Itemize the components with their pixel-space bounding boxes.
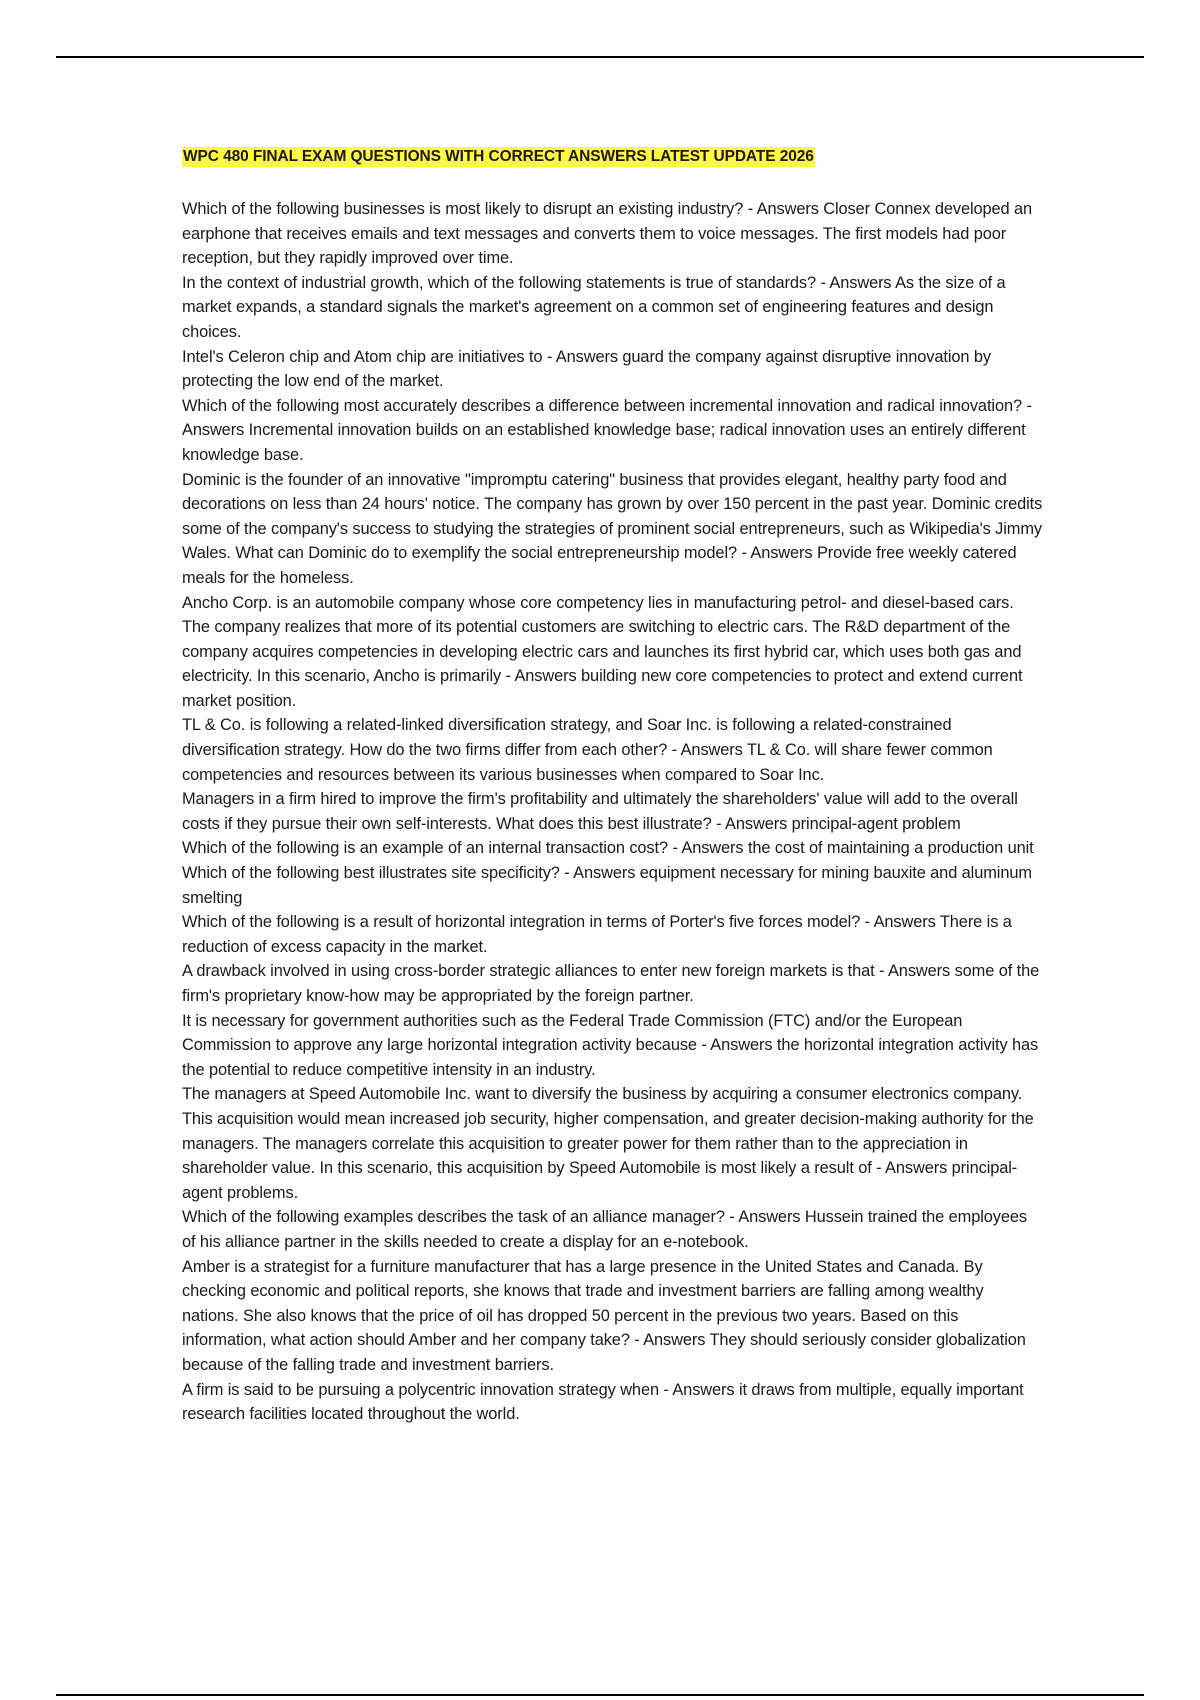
qa-item: A firm is said to be pursuing a polycentric innovation strategy when - Answers it draws from multiple, equally important research facilities located throughout the world. — [182, 1380, 1024, 1424]
header-rule — [56, 56, 1144, 58]
qa-item: Ancho Corp. is an automobile company whose core competency lies in manufacturing petrol- and diesel-based cars. The company realizes that more of its potential customers are switching to electric cars. The R&D department of the company acquires competencies in developing electric cars and launches its first hybrid car, which uses both gas and electricity. In this scenario, Ancho is primarily - Answers building new core competencies to protect and extend current market position. — [182, 593, 1023, 710]
document-body — [182, 147, 1044, 1427]
qa-item: A drawback involved in using cross-border strategic alliances to enter new foreign markets is that - Answers some of the firm's proprietary know-how may be appropriated by the foreign partner. — [182, 962, 1040, 1005]
qa-item: Which of the following is a result of horizontal integration in terms of Porter's five forces model? - Answers There is a reduction of excess capacity in the market. — [182, 913, 1012, 956]
qa-item: Which of the following is an example of an internal transaction cost? - Answers the cost of maintaining a production unit — [182, 839, 1034, 858]
qa-item: Which of the following most accurately describes a difference between incremental innovation and radical innovation? - Answers Incremental innovation builds on an established knowledge base; radical innovation uses an entirely different knowledge base. — [182, 396, 1032, 464]
footer-rule — [56, 1694, 1144, 1696]
qa-item: TL & Co. is following a related-linked diversification strategy, and Soar Inc. is following a related-constrained diversification strategy. How do the two firms differ from each other? - Answers TL & Co. will share fewer common competencies and resources between its various businesses when compared to Soar Inc. — [182, 716, 993, 784]
qa-item: Managers in a firm hired to improve the firm's profitability and ultimately the shareholders' value will add to the overall costs if they pursue their own self-interests. What does this best illustrate? - Answers principal-agent problem — [182, 790, 1018, 833]
document-title: WPC 480 FINAL EXAM QUESTIONS WITH CORRECT ANSWERS LATEST UPDATE 2026 — [183, 148, 814, 165]
qa-item: Which of the following best illustrates site specificity? - Answers equipment necessary for mining bauxite and aluminum smelting — [182, 864, 1032, 907]
qa-item: In the context of industrial growth, which of the following statements is true of standards? - Answers As the size of a market expands, a standard signals the market's agreement on a common set of engineering features and design choices. — [182, 273, 1006, 341]
qa-item: Amber is a strategist for a furniture manufacturer that has a large presence in the United States and Canada. By checking economic and political reports, she knows that trade and investment barriers are falling among wealthy nations. She also knows that the price of oil has dropped 50 percent in the previous two years. Based on this information, what action should Amber and her company take? - Answers They should seriously consider globalization because of the falling trade and investment barriers. — [182, 1257, 1026, 1374]
qa-item: Which of the following businesses is most likely to disrupt an existing industry? - Answers Closer Connex developed an earphone that receives emails and text messages and converts them to voice messages. The first models had poor reception, but they rapidly improved over time. — [182, 200, 1033, 268]
qa-list — [182, 197, 1044, 1427]
qa-item: Intel's Celeron chip and Atom chip are initiatives to - Answers guard the company against disruptive innovation by protecting the low end of the market. — [182, 347, 991, 391]
qa-item: The managers at Speed Automobile Inc. want to diversify the business by acquiring a consumer electronics company. This acquisition would mean increased job security, higher compensation, and greater decision-making authority for the managers. The managers correlate this acquisition to greater power for them rather than to the appreciation in shareholder value. In this scenario, this acquisition by Speed Automobile is most likely a result of - Answers principal-agent problems. — [182, 1085, 1034, 1202]
qa-item: It is necessary for government authorities such as the Federal Trade Commission (FTC) and/or the European Commission to approve any large horizontal integration activity because - Answers the horizontal integration activity has the potential to reduce competitive intensity in an industry. — [182, 1011, 1039, 1079]
qa-item: Dominic is the founder of an innovative "impromptu catering" business that provides elegant, healthy party food and decorations on less than 24 hours' notice. The company has grown by over 150 percent in the past year. Dominic credits some of the company's success to studying the strategies of prominent social entrepreneurs, such as Wikipedia's Jimmy Wales. What can Dominic do to exemplify the social entrepreneurship model? - Answers Provide free weekly catered meals for the homeless. — [182, 470, 1043, 587]
qa-item: Which of the following examples describes the task of an alliance manager? - Answers Hussein trained the employees of his alliance partner in the skills needed to create a display for an e-notebook. — [182, 1208, 1028, 1251]
